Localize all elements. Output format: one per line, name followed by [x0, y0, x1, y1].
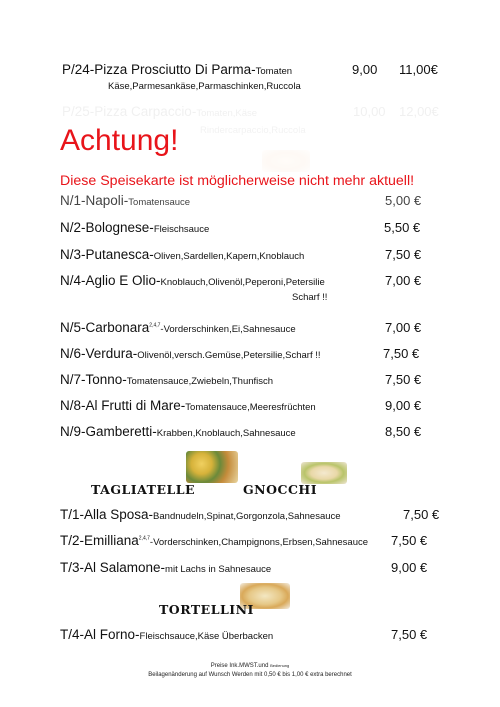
menu-item-n7: N/7-Tonno-Tomatensauce,Zwiebeln,Thunfisch	[60, 372, 274, 387]
menu-item-n8: N/8-Al Frutti di Mare-Tomatensauce,Meeresfrüchten	[60, 398, 316, 413]
menu-item-t3: T/3-Al Salamone-mit Lachs in Sahnesauce	[60, 560, 272, 575]
footer-note-prices: Preise Ink.MWST.und Bedienung	[210, 663, 290, 669]
menu-item-n7-price: 7,50 €	[385, 372, 422, 387]
menu-item-t1: T/1-Alla Sposa-Bandnudeln,Spinat,Gorgonzola,Sahnesauce	[60, 507, 341, 522]
menu-item-n4-price: 7,00 €	[385, 273, 422, 288]
menu-item-t3-price: 9,00 €	[391, 560, 428, 575]
tagliatelle-photo	[186, 451, 238, 483]
menu-item-n5: N/5-Carbonara$^{2,4,7}$-Vorderschinken,Ei,Sahnesauce	[60, 320, 296, 335]
menu-item-t4-price: 7,50 €	[391, 627, 428, 642]
menu-item-n2: N/2-Bolognese-Fleischsauce	[60, 220, 210, 235]
menu-item-t2-price: 7,50 €	[391, 533, 428, 548]
menu-item-n1: N/1-Napoli-Tomatensauce	[60, 193, 191, 208]
menu-item-n1-price: 5,00 €	[385, 193, 422, 208]
menu-item-n4-note: Scharf !!	[292, 292, 328, 303]
footer-note-sides: Beilagenänderung auf Wunsch Werden mit 0,50 € bis 1,00 € extra berechnet	[148, 672, 352, 678]
menu-item-p24: P/24-Pizza Prosciutto Di Parma-Tomaten	[62, 62, 293, 77]
section-tortellini: TORTELLINI	[159, 602, 254, 617]
menu-item-n4: N/4-Aglio E Olio-Knoblauch,Olivenöl,Peperoni,Petersilie	[60, 273, 325, 288]
menu-item-p24-price-small: 9,00	[352, 62, 378, 77]
alert-message: Diese Speisekarte ist möglicherweise nicht mehr aktuell!	[60, 173, 415, 189]
section-tagliatelle: TAGLIATELLE	[91, 482, 196, 497]
section-gnocchi: GNOCCHI	[243, 482, 318, 497]
menu-item-t1-price: 7,50 €	[403, 507, 440, 522]
menu-item-t4: T/4-Al Forno-Fleischsauce,Käse Überbacken	[60, 627, 274, 642]
gnocchi-photo	[301, 462, 347, 484]
menu-item-p24-price-large: 11,00€	[399, 62, 438, 77]
menu-item-t2: T/2-Emilliana$^{2,4,7}$-Vorderschinken,Champignons,Erbsen,Sahnesauce	[60, 533, 369, 548]
menu-item-n3-price: 7,50 €	[385, 247, 422, 262]
menu-item-n5-price: 7,00 €	[385, 320, 422, 335]
menu-item-p24-desc: Käse,Parmesankäse,Parmaschinken,Ruccola	[108, 81, 301, 92]
menu-item-n9-price: 8,50 €	[385, 424, 422, 439]
menu-item-n2-price: 5,50 €	[384, 220, 421, 235]
menu-item-n6-price: 7,50 €	[383, 346, 420, 361]
menu-item-n6: N/6-Verdura-Olivenöl,versch.Gemüse,Petersilie,Scharf !!	[60, 346, 321, 361]
alert-title: Achtung!	[60, 124, 179, 157]
menu-item-n8-price: 9,00 €	[385, 398, 422, 413]
menu-item-n9: N/9-Gamberetti-Krabben,Knoblauch,Sahnesauce	[60, 424, 296, 439]
menu-item-n3: N/3-Putanesca-Oliven,Sardellen,Kapern,Knoblauch	[60, 247, 305, 262]
